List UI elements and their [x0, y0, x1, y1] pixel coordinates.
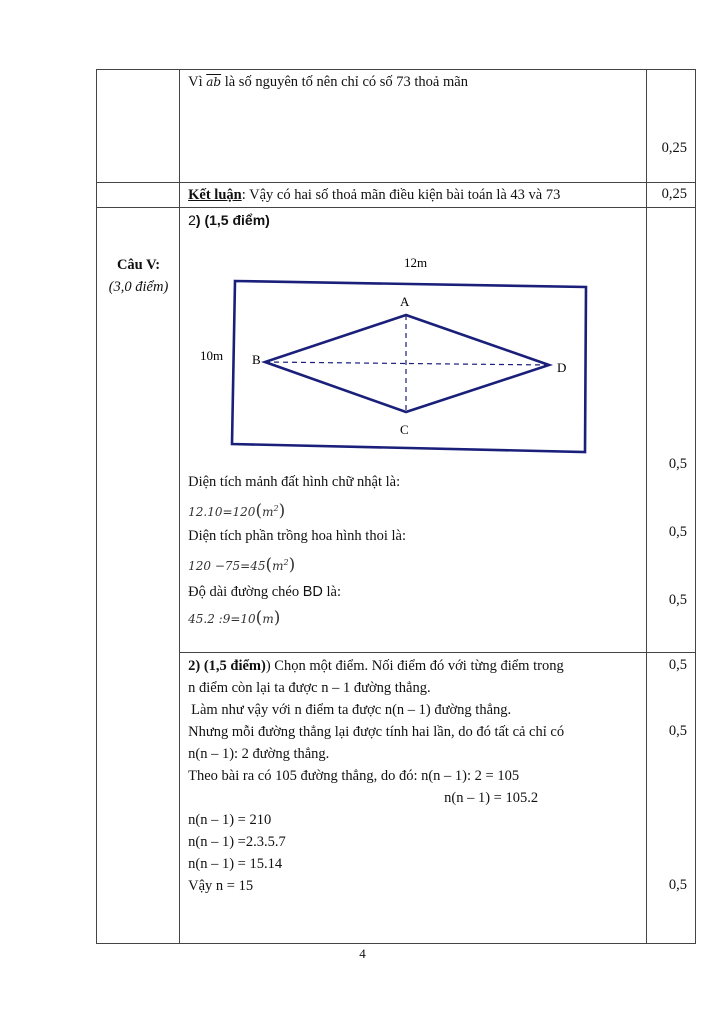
- score-value: 0,5: [668, 456, 687, 472]
- score-value: 0,5: [668, 592, 687, 608]
- score-cell: [646, 208, 695, 653]
- score-value: 0,25: [661, 140, 687, 156]
- conclusion-statement: : Vậy có hai số thoả mãn điều kiện bài toán là 43 và 73: [241, 187, 561, 203]
- question-cell-empty: [97, 70, 180, 183]
- vertex-c: C: [400, 422, 409, 437]
- question-points: (3,0 điểm): [108, 279, 169, 295]
- part2-line6: Theo bài ra có 105 đường thẳng, do đó: n(n – 1): 2 = 105: [188, 768, 520, 784]
- conclusion-label: Kết luận: [188, 187, 242, 203]
- vertex-b: B: [252, 352, 261, 367]
- part2-conclusion: Vậy n = 15: [188, 878, 254, 894]
- score-cell: [646, 183, 695, 208]
- row1-text: [188, 73, 468, 91]
- part1-header-number: 2: [188, 212, 196, 228]
- part2-line9: n(n – 1) =2.3.5.7: [188, 834, 286, 850]
- score-value: 0,5: [668, 877, 687, 893]
- content-cell: [180, 70, 647, 183]
- part1-header-text: ) (1,5 điểm): [195, 212, 270, 228]
- score-value: 0,25: [661, 186, 687, 202]
- score-value: 0,5: [668, 524, 687, 540]
- question-cell-empty: [97, 183, 180, 208]
- overline-ab: $\overline{ab}$: [206, 75, 222, 89]
- rect-area-line: Diện tích mảnh đất hình chữ nhật là:: [188, 474, 401, 490]
- part2-line7: n(n – 1) = 105.2: [444, 790, 539, 806]
- question-title: Câu V:: [116, 257, 161, 273]
- score-value: 0,5: [668, 723, 687, 739]
- answer-table: [96, 69, 696, 944]
- row1-prefix: Vì: [188, 74, 203, 90]
- diagonal-bd: [265, 362, 549, 365]
- rect-area-formula: $12.10=120(m^2)$: [188, 501, 286, 521]
- vertex-d: D: [557, 360, 567, 375]
- part2-line4: Nhưng mỗi đường thẳng lại được tính hai lần, do đó tất cả chỉ có: [188, 724, 565, 740]
- score-value: 0,5: [668, 657, 687, 673]
- label-height: 10m: [200, 348, 224, 363]
- part2-line3: Làm như vậy với n điểm ta được n(n – 1) đường thẳng.: [191, 702, 512, 718]
- rhombus-shape: [265, 315, 549, 412]
- table-row: [97, 70, 696, 183]
- part1-header: [188, 211, 270, 229]
- conclusion-text: [188, 186, 560, 204]
- score-cell: [646, 70, 695, 183]
- diagonal-formula: 45.2 :9=10(m): [188, 608, 281, 628]
- part2-line10: n(n – 1) = 15.14: [188, 856, 283, 872]
- score-cell: [646, 653, 695, 944]
- label-width: 12m: [404, 255, 428, 270]
- conclusion-cell: [180, 183, 647, 208]
- content-cell: [180, 653, 647, 944]
- diagonal-line: Độ dài đường chéo BD là:: [188, 584, 341, 600]
- table-row: [97, 183, 696, 208]
- content-cell: [180, 208, 647, 653]
- part2-line2: n điểm còn lại ta được n – 1 đường thẳng.: [188, 680, 431, 696]
- diagonal-bd-label: BD: [302, 584, 323, 600]
- table-row: [97, 653, 696, 944]
- part2-line1: 2) (1,5 điểm)) Chọn một điểm. Nối điểm đó với từng điểm trong: [188, 658, 564, 674]
- question-label-cell: [97, 208, 180, 944]
- part2-line5: n(n – 1): 2 đường thẳng.: [188, 746, 330, 762]
- row1-statement: là số nguyên tố nên chỉ có số 73 thoả mãn: [224, 74, 468, 90]
- part2-line8: n(n – 1) = 210: [188, 812, 272, 828]
- table-row: [97, 208, 696, 653]
- rhombus-area-formula: $120 -75=45(m^2)$: [188, 555, 296, 575]
- page-number: 4: [359, 946, 366, 961]
- rhombus-figure: [180, 244, 646, 464]
- vertex-a: A: [400, 294, 410, 309]
- rhombus-area-line: Diện tích phần trồng hoa hình thoi là:: [188, 528, 406, 544]
- part2-header: 2) (1,5 điểm): [188, 658, 266, 674]
